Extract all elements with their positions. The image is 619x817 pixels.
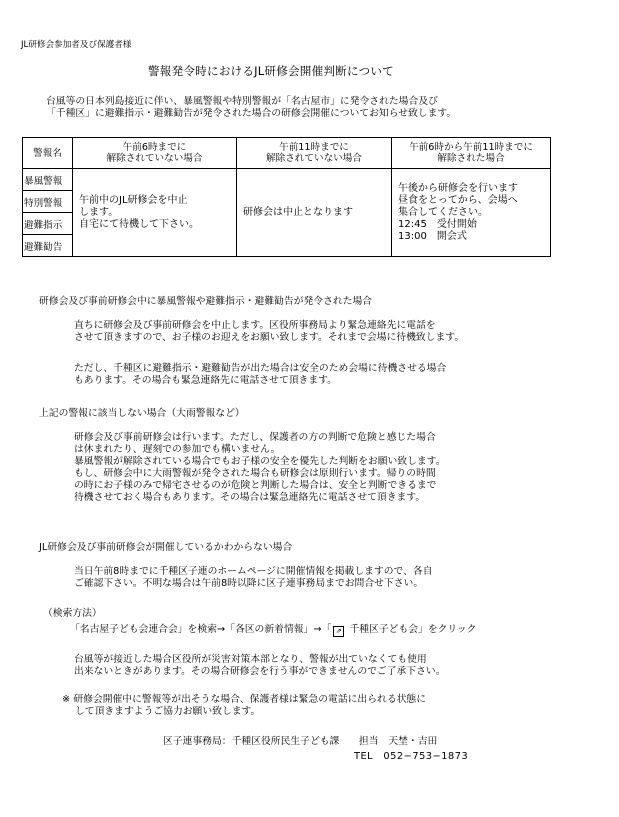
text-line: は休まれたり、遅刻での参加でも構いません。 <box>74 444 281 455</box>
header-label: JL研修会参加者及び保護者様 <box>21 40 132 50</box>
text-line: もあります。その場合も緊急連絡先に電話させて頂きます。 <box>74 375 337 386</box>
text-line: 待機させておく場合もあります。その場合は緊急連絡先に電話させて頂きます。 <box>74 492 426 503</box>
search-method-label: （検索方法） <box>43 608 102 619</box>
header-line: 午前6時までに <box>122 142 187 153</box>
cell-line: 午前中のJL研修会を中止 <box>79 194 188 206</box>
text-line: ただし、千種区に避難指示・避難勧告が出た場合は安全のため会場に待機させる場合 <box>74 363 447 374</box>
section2-paragraph <box>74 432 446 504</box>
text-line: もし、研修会中に大雨警報が発令された場合も研修会は原則行います。帰りの時間 <box>74 468 436 479</box>
section2-heading: 上記の警報に該当しない場合（大雨警報など） <box>39 408 245 419</box>
table-header <box>392 138 551 169</box>
text-line: 暴風警報が解除されている場合でもお子様の安全を優先した判断をお願い致します。 <box>74 456 446 467</box>
link-icon: ⇗ <box>333 626 344 637</box>
cell-line: 12:45 受付開始 <box>398 218 477 230</box>
header-line: 解除されていない場合 <box>266 153 362 164</box>
table-corner: 警報名 <box>23 138 73 169</box>
search-step: 「名古屋子ども会連合会」を検索→「各区の新着情報」→「 <box>70 624 332 635</box>
cell-line: します。 <box>79 206 119 218</box>
section1-paragraph <box>74 363 446 387</box>
header-line: 解除されていない場合 <box>106 153 203 164</box>
intro-line: 台風等の日本列島接近に伴い、暴風警報や特別警報が「名古屋市」に発令された場合及び <box>46 96 438 107</box>
cell-line: 昼食をとってから、会場へ <box>398 194 518 206</box>
phone-number: TEL 052−753−1873 <box>354 751 469 762</box>
text-line: 台風等が接近した場合区役所が災害対策本部となり、警報が出ていなくても使用 <box>74 654 427 665</box>
header-line: 午前6時から午前11時までに <box>409 142 533 153</box>
table-row <box>23 169 551 191</box>
text-line: 出来ないときがあります。その場合研修会を行う事ができませんのでご了承下さい。 <box>74 666 446 677</box>
section1-paragraph <box>74 320 464 344</box>
row-label: 特別警報 <box>24 197 63 209</box>
text-line: 直ちに研修会及び事前研修会を中止します。区役所事務局より緊急連絡先に電話を <box>74 320 436 331</box>
search-step: 千種区子ども会」をクリック <box>346 624 477 635</box>
table-header-row <box>23 138 551 169</box>
table-header <box>73 138 237 169</box>
row-label: 避難勧告 <box>24 241 63 253</box>
warning-table <box>22 137 551 257</box>
cell-morning-cancel <box>73 169 237 257</box>
text-line: 当日午前8時までに千種区子連のホームページに開催情報を掲載しますので、各自 <box>74 566 433 577</box>
row-label: 暴風警報 <box>24 175 63 187</box>
header-line: 午前11時までに <box>279 142 349 153</box>
cell-line: 13:00 開会式 <box>398 230 467 242</box>
cell-line: 午後から研修会を行います <box>398 182 518 194</box>
cell-line: 集合してください。 <box>398 206 488 218</box>
intro-paragraph <box>46 96 456 120</box>
cell-all-cancel <box>237 169 392 257</box>
note-paragraph <box>74 654 446 678</box>
table-header <box>237 138 392 169</box>
page-title: 警報発令時におけるJL研修会開催判断について <box>148 64 394 78</box>
text-line: させて頂きますので、お子様のお迎えをお願い致します。それまで会場に待機致します。 <box>74 332 465 343</box>
section3-paragraph <box>74 566 433 590</box>
section1-heading: 研修会及び事前研修会中に暴風警報や避難指示・避難勧告が発令された場合 <box>39 296 373 307</box>
cell-line: 研修会は中止となります <box>243 206 353 218</box>
caution-paragraph <box>62 694 426 718</box>
intro-line: 「千種区」に避難指示・避難勧告が発令された場合の研修会開催についてお知らせ致します。 <box>46 108 457 119</box>
cell-line: 自宅にて待機して下さい。 <box>79 218 199 230</box>
cell-afternoon-held <box>392 169 551 257</box>
text-line: ご確認下さい。不明な場合は午前8時以降に区子連事務局までお問合せ下さい。 <box>74 578 424 589</box>
search-instructions <box>70 624 476 637</box>
section3-heading: JL研修会及び事前研修会が開催しているかわからない場合 <box>39 542 293 553</box>
header-line: 解除された場合 <box>437 153 505 164</box>
office-contact: 区子連事務局：千種区役所民生子ども課 担当 天埜・吉田 <box>163 736 438 747</box>
text-line: ※ 研修会開催中に警報等が出そうな場合、保護者様は緊急の電話に出られる状態に <box>62 694 427 705</box>
text-line: して頂きますようご協力お願い致します。 <box>75 706 261 717</box>
text-line: の時にお子様のみで帰宅させるのが危険と判断した場合は、安全と判断できるまで <box>74 480 437 491</box>
text-line: 研修会及び事前研修会は行います。ただし、保護者の方の判断で危険と感じた場合 <box>74 432 436 443</box>
row-label: 避難指示 <box>24 219 63 231</box>
